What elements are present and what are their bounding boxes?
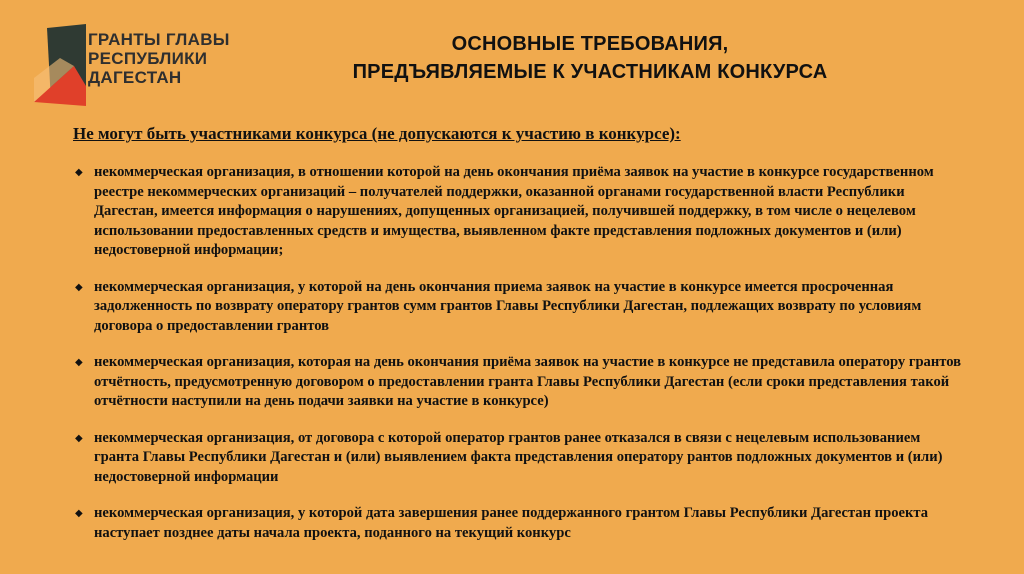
list-item-text: некоммерческая организация, от договора с которой оператор грантов ранее отказался в связи с нецелевым использованием гранта Главы Республики Дагестан и (или) выявлением факта представления оператору рантов подложных документов и (или) недостоверной информации <box>94 429 943 485</box>
list-item-text: некоммерческая организация, у которой на день окончания приема заявок на участие в конкурсе имеется просроченная задолженность по возврату оператору грантов сумм грантов Главы Республики Дагестан, подлежащих возврату по условиям договора о предоставлении грантов <box>94 278 922 334</box>
bullet-diamond-icon: ◆ <box>75 281 83 293</box>
logo-text <box>88 30 230 87</box>
title-line-2: ПРЕДЪЯВЛЯЕМЫЕ К УЧАСТНИКАМ КОНКУРСА <box>352 61 828 83</box>
list-item-text: некоммерческая организация, в отношении которой на день окончания приёма заявок на участие в конкурсе государственном реестре некоммерческих организаций – получателей поддержки, оказанной органами государственной власти Республики Дагестан, имеется информация о нарушениях, допущенных организацией, получившей поддержку, в том числе о нецелевом использовании предоставленных средств и имущества, выявленном факте представления подложных документов и (или) недостоверной информации; <box>94 164 934 258</box>
logo-line-2: РЕСПУБЛИКИ <box>88 49 208 68</box>
section-subtitle: Не могут быть участниками конкурса (не допускаются к участию в конкурсе): <box>73 124 681 143</box>
list-item <box>75 163 965 261</box>
list-item <box>75 278 965 337</box>
slide-title <box>310 30 870 86</box>
logo-line-3: ДАГЕСТАН <box>88 68 182 87</box>
list-item <box>75 504 965 543</box>
list-item <box>75 353 965 412</box>
list-item-text: некоммерческая организация, которая на день окончания приёма заявок на участие в конкурсе не представила оператору грантов отчётность, предусмотренную договором о предоставлении гранта Главы Республики Дагестан (если сроки представления такой отчётности наступили на день подачи заявки на участие в конкурсе) <box>94 354 962 409</box>
list-item-text: некоммерческая организация, у которой дата завершения ранее поддержанного грантом Главы Республики Дагестан проекта наступает позднее даты начала проекта, поданного на текущий конкурс <box>94 505 929 541</box>
title-line-1: ОСНОВНЫЕ ТРЕБОВАНИЯ, <box>451 33 729 55</box>
bullet-diamond-icon: ◆ <box>75 167 83 178</box>
logo <box>34 22 274 112</box>
bullet-diamond-icon: ◆ <box>75 508 83 519</box>
logo-line-1: ГРАНТЫ ГЛАВЫ <box>88 30 230 49</box>
requirements-list <box>75 163 965 560</box>
bullet-diamond-icon: ◆ <box>75 432 83 444</box>
bullet-diamond-icon: ◆ <box>75 357 83 368</box>
list-item <box>75 429 965 488</box>
logo-emblem-icon <box>34 22 94 112</box>
